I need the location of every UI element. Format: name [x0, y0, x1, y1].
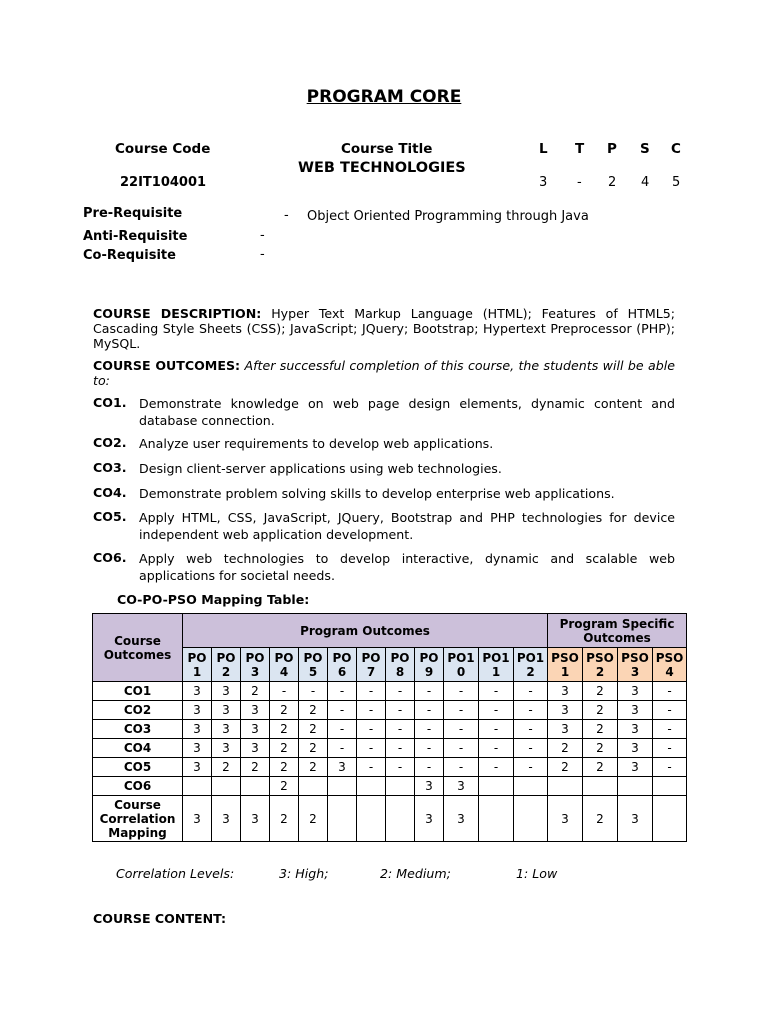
row-label: Course Correlation Mapping: [93, 796, 183, 842]
table-row: [93, 720, 687, 739]
co-po-pso-table: [92, 613, 687, 842]
row-label: CO4: [93, 739, 183, 758]
pre-requisite-value: Object Oriented Programming through Java: [307, 209, 589, 224]
table-row: [93, 682, 687, 701]
po-column-header-top: PO: [361, 650, 381, 665]
course-title-label: Course Title: [341, 141, 433, 157]
table-row: [93, 777, 687, 796]
table-cell: 3: [548, 796, 583, 842]
table-cell: 3: [183, 758, 212, 777]
table-cell: 3: [212, 796, 241, 842]
po-column-header: [415, 648, 444, 682]
ltpsc-value-c: 5: [672, 175, 681, 190]
table-cell: 2: [270, 758, 299, 777]
po-column-header-top: PO1: [482, 650, 510, 665]
table-cell: 3: [241, 701, 270, 720]
course-content-label: COURSE CONTENT:: [93, 911, 227, 926]
table-cell: 2: [299, 796, 328, 842]
po-column-header-top: PO: [216, 650, 236, 665]
pso-column-header-top: PSO: [551, 650, 579, 665]
po-column-header-top: PO: [274, 650, 294, 665]
pso-column-header: [548, 648, 583, 682]
ltpsc-value-p: 2: [608, 175, 617, 190]
table-cell: -: [357, 758, 386, 777]
table-cell: -: [653, 720, 687, 739]
table-cell: 3: [241, 739, 270, 758]
table-cell: [241, 777, 270, 796]
table-cell: [386, 777, 415, 796]
anti-requisite-label: Anti-Requisite: [83, 229, 188, 244]
po-column-header-top: PO: [303, 650, 323, 665]
table-cell: 3: [618, 720, 653, 739]
table-cell: -: [415, 720, 444, 739]
pso-column-header-top: PSO: [621, 650, 649, 665]
pso-column-header: [618, 648, 653, 682]
table-cell: 2: [583, 720, 618, 739]
table-cell: 2: [548, 739, 583, 758]
row-label: CO2: [93, 701, 183, 720]
co2-text: Analyze user requirements to develop web applications.: [139, 436, 494, 451]
po-column-header: [328, 648, 357, 682]
co6-label: CO6.: [93, 550, 127, 565]
table-cell: -: [479, 701, 514, 720]
table-cell: -: [415, 739, 444, 758]
table-cell: [328, 777, 357, 796]
course-outcomes-header: Course Outcomes: [93, 614, 183, 682]
table-cell: -: [514, 739, 548, 758]
course-code: 22IT104001: [120, 175, 207, 190]
pso-column-header-top: PSO: [655, 650, 684, 665]
po-column-header: [212, 648, 241, 682]
table-cell: -: [328, 739, 357, 758]
ltpsc-label-s: S: [640, 141, 650, 157]
course-outcomes-label: COURSE OUTCOMES:: [93, 358, 241, 373]
table-cell: -: [270, 682, 299, 701]
row-label: CO6: [93, 777, 183, 796]
table-cell: -: [479, 720, 514, 739]
table-cell: 2: [212, 758, 241, 777]
table-cell: 3: [212, 701, 241, 720]
po-column-header-bottom: 4: [279, 664, 289, 679]
table-cell: -: [299, 682, 328, 701]
course-code-label: Course Code: [115, 141, 211, 157]
po-column-header-top: PO1: [447, 650, 475, 665]
table-cell: 3: [618, 796, 653, 842]
pso-header: Program Specific Outcomes: [548, 614, 687, 648]
table-cell: [183, 777, 212, 796]
table-cell: -: [653, 739, 687, 758]
po-column-header: [299, 648, 328, 682]
table-cell: -: [479, 739, 514, 758]
program-outcomes-header: Program Outcomes: [183, 614, 548, 648]
table-row: [93, 758, 687, 777]
mapping-caption: CO-PO-PSO Mapping Table:: [117, 592, 310, 607]
table-cell: -: [444, 701, 479, 720]
table-cell: 3: [618, 758, 653, 777]
table-cell: -: [444, 720, 479, 739]
table-cell: 3: [212, 720, 241, 739]
table-cell: [212, 777, 241, 796]
table-cell: 3: [548, 701, 583, 720]
pso-column-header: [583, 648, 618, 682]
pso-column-header-bottom: 3: [630, 664, 640, 679]
table-cell: 3: [618, 701, 653, 720]
po-column-header-bottom: 1: [491, 664, 501, 679]
table-cell: [386, 796, 415, 842]
table-row: [93, 796, 687, 842]
table-cell: [618, 777, 653, 796]
po-column-header: [444, 648, 479, 682]
table-cell: 2: [270, 796, 299, 842]
co-requisite-value: -: [260, 247, 265, 262]
co5-text: Apply HTML, CSS, JavaScript, JQuery, Bootstrap and PHP technologies for device independent web application development.: [139, 510, 675, 542]
table-cell: 2: [548, 758, 583, 777]
table-cell: -: [514, 758, 548, 777]
table-cell: 2: [583, 701, 618, 720]
table-cell: 2: [270, 777, 299, 796]
table-cell: -: [444, 758, 479, 777]
table-cell: [299, 777, 328, 796]
table-cell: 3: [183, 682, 212, 701]
table-cell: 2: [241, 682, 270, 701]
table-cell: [583, 777, 618, 796]
co3-text: Design client-server applications using web technologies.: [139, 461, 502, 476]
table-cell: 2: [270, 739, 299, 758]
po-column-header: [386, 648, 415, 682]
po-column-header-bottom: 5: [308, 664, 318, 679]
course-description-text: Hyper Text Markup Language (HTML); Features of HTML5; Cascading Style Sheets (CSS); JavaScript; JQuery; Bootstrap; Hypertext Preprocessor (PHP); MySQL.: [93, 306, 675, 351]
pso-column-header-bottom: 1: [560, 664, 570, 679]
po-column-header-bottom: 1: [192, 664, 202, 679]
table-cell: -: [653, 682, 687, 701]
po-column-header-top: PO1: [516, 650, 545, 665]
co4-text: Demonstrate problem solving skills to develop enterprise web applications.: [139, 486, 615, 501]
table-cell: 3: [241, 720, 270, 739]
co-requisite-label: Co-Requisite: [83, 248, 176, 263]
table-cell: [479, 796, 514, 842]
ltpsc-label-p: P: [607, 141, 617, 157]
table-cell: -: [415, 682, 444, 701]
po-column-header-bottom: 0: [456, 664, 466, 679]
ltpsc-label-c: C: [671, 141, 681, 157]
table-cell: 3: [328, 758, 357, 777]
table-row: [93, 701, 687, 720]
table-cell: [653, 777, 687, 796]
table-cell: [328, 796, 357, 842]
po-column-header-bottom: 6: [337, 664, 347, 679]
po-column-header: [357, 648, 386, 682]
row-label: CO1: [93, 682, 183, 701]
po-column-header-bottom: 3: [250, 664, 260, 679]
co4-label: CO4.: [93, 485, 127, 500]
course-outcomes-intro: [93, 358, 675, 388]
po-column-header-bottom: 8: [395, 664, 405, 679]
table-cell: -: [357, 720, 386, 739]
column-header-row: [93, 648, 687, 682]
table-cell: 2: [299, 758, 328, 777]
table-cell: -: [479, 682, 514, 701]
pso-column-header-top: PSO: [586, 650, 614, 665]
table-cell: -: [415, 758, 444, 777]
table-cell: -: [653, 701, 687, 720]
co2-label: CO2.: [93, 435, 127, 450]
table-cell: -: [514, 701, 548, 720]
course-description-label: COURSE DESCRIPTION:: [93, 306, 262, 321]
pre-requisite-label: Pre-Requisite: [83, 206, 183, 221]
table-cell: 3: [212, 739, 241, 758]
table-cell: -: [444, 682, 479, 701]
po-column-header: [479, 648, 514, 682]
table-cell: 3: [415, 777, 444, 796]
anti-requisite-value: -: [260, 228, 265, 243]
table-cell: -: [386, 739, 415, 758]
table-cell: 2: [583, 796, 618, 842]
po-column-header: [183, 648, 212, 682]
table-cell: 2: [583, 682, 618, 701]
table-cell: -: [357, 739, 386, 758]
table-cell: 3: [183, 701, 212, 720]
po-column-header-bottom: 2: [526, 664, 535, 679]
table-cell: 2: [270, 720, 299, 739]
table-cell: 3: [618, 682, 653, 701]
page-title: PROGRAM CORE: [306, 87, 462, 107]
co3-label: CO3.: [93, 460, 127, 475]
table-cell: 2: [241, 758, 270, 777]
po-column-header-bottom: 7: [366, 664, 376, 679]
table-cell: -: [386, 758, 415, 777]
table-cell: 3: [618, 739, 653, 758]
correlation-level-low: 1: Low: [516, 866, 558, 881]
row-label: CO3: [93, 720, 183, 739]
table-cell: 3: [183, 720, 212, 739]
table-cell: 3: [548, 720, 583, 739]
ltpsc-value-s: 4: [641, 175, 650, 190]
table-cell: -: [514, 720, 548, 739]
ltpsc-value-t: -: [577, 175, 582, 190]
po-column-header: [514, 648, 548, 682]
table-cell: [548, 777, 583, 796]
po-column-header-top: PO: [245, 650, 265, 665]
table-cell: 3: [415, 796, 444, 842]
table-cell: -: [357, 682, 386, 701]
pso-column-header-bottom: 4: [665, 664, 674, 679]
row-label: CO5: [93, 758, 183, 777]
pso-column-header: [653, 648, 687, 682]
co5-label: CO5.: [93, 509, 127, 524]
table-cell: 2: [583, 758, 618, 777]
table-cell: 3: [183, 796, 212, 842]
po-column-header: [241, 648, 270, 682]
correlation-level-high: 3: High;: [279, 866, 329, 881]
table-cell: -: [415, 701, 444, 720]
table-cell: -: [514, 682, 548, 701]
table-cell: [357, 777, 386, 796]
ltpsc-label-t: T: [575, 141, 585, 157]
table-cell: [514, 777, 548, 796]
table-cell: -: [386, 720, 415, 739]
po-column-header-top: PO: [332, 650, 352, 665]
table-cell: [514, 796, 548, 842]
po-column-header-top: PO: [419, 650, 439, 665]
table-cell: 3: [444, 796, 479, 842]
table-cell: 3: [548, 682, 583, 701]
table-cell: 2: [583, 739, 618, 758]
po-column-header: [270, 648, 299, 682]
course-title: WEB TECHNOLOGIES: [298, 160, 466, 176]
table-cell: 3: [444, 777, 479, 796]
table-cell: -: [328, 701, 357, 720]
table-cell: -: [357, 701, 386, 720]
table-cell: 3: [212, 682, 241, 701]
course-description: [93, 306, 675, 351]
course-outcomes-intro-text: After successful completion of this course, the students will be able to:: [93, 358, 675, 388]
pre-requisite-dash: -: [284, 208, 289, 223]
table-cell: [357, 796, 386, 842]
correlation-level-medium: 2: Medium;: [380, 866, 451, 881]
table-cell: [653, 796, 687, 842]
co1-text: Demonstrate knowledge on web page design elements, dynamic content and database connection.: [139, 396, 675, 428]
table-cell: 2: [299, 720, 328, 739]
table-cell: -: [328, 682, 357, 701]
table-cell: -: [386, 682, 415, 701]
table-row: [93, 739, 687, 758]
correlation-levels-label: Correlation Levels:: [116, 866, 235, 881]
table-cell: -: [653, 758, 687, 777]
co6-text: Apply web technologies to develop interactive, dynamic and scalable web applications for societal needs.: [139, 551, 675, 583]
table-cell: 3: [183, 739, 212, 758]
table-cell: 2: [299, 701, 328, 720]
ltpsc-label-l: L: [539, 141, 548, 157]
pso-column-header-bottom: 2: [595, 664, 605, 679]
table-cell: -: [444, 739, 479, 758]
table-cell: -: [328, 720, 357, 739]
po-column-header-bottom: 2: [221, 664, 231, 679]
table-cell: 3: [241, 796, 270, 842]
po-column-header-top: PO: [390, 650, 410, 665]
table-cell: [479, 777, 514, 796]
po-column-header-top: PO: [187, 650, 207, 665]
table-cell: 2: [299, 739, 328, 758]
table-cell: -: [386, 701, 415, 720]
co1-label: CO1.: [93, 395, 127, 410]
po-column-header-bottom: 9: [424, 664, 434, 679]
table-cell: 2: [270, 701, 299, 720]
table-header-row: [93, 614, 687, 648]
ltpsc-value-l: 3: [539, 175, 548, 190]
table-cell: -: [479, 758, 514, 777]
